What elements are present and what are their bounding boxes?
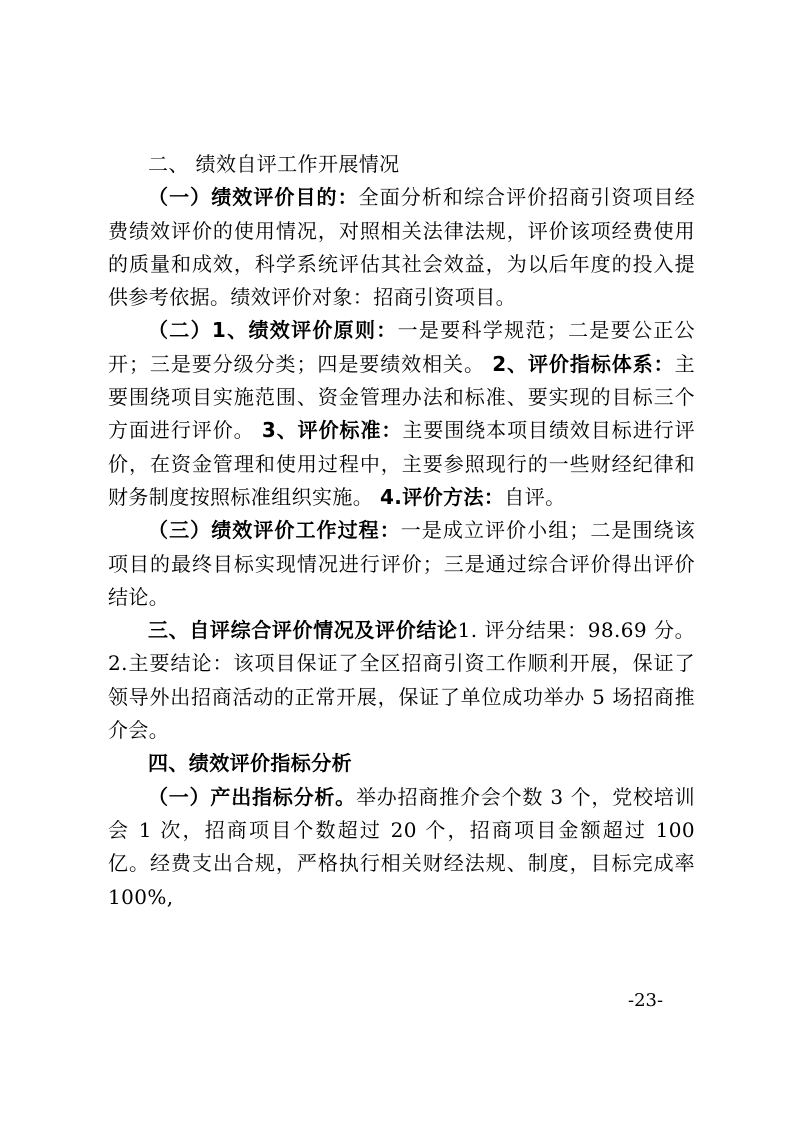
paragraph-process <box>108 514 695 614</box>
section-heading-4 <box>108 747 695 780</box>
text-method: 自评。 <box>504 484 566 509</box>
label-principles: （二）1、绩效评价原则： <box>148 318 398 343</box>
section-heading-4-text: 四、绩效评价指标分析 <box>148 751 352 776</box>
text-conclusion: 1. 评分结果：98.69 分。2.主要结论：该项目保证了全区招商引资工作顺利开展，保证了领导外出招商活动的正常开展，保证了单位成功举办 5 场招商推介会。 <box>108 618 696 743</box>
document-body <box>108 148 695 914</box>
label-standards: 3、评价标准： <box>261 418 403 443</box>
section-heading-3: 三、自评综合评价情况及评价结论 <box>148 618 458 643</box>
section-heading-2-text: 二、 绩效自评工作开展情况 <box>148 152 400 176</box>
text-standards: 主要围绕本项目绩效目标进行评价，在资金管理和使用过程中，主要参照现行的一些财经纪律和财务制度按照标准组织实施。 <box>108 418 695 509</box>
paragraph-principles <box>108 314 695 514</box>
label-process: （三）绩效评价工作过程： <box>148 518 401 543</box>
paragraph-output-indicators <box>108 781 695 914</box>
text-output-indicators: 举办招商推介会个数 3 个，党校培训会 1 次，招商项目个数超过 20 个，招商项目金额超过 100 亿。经费支出合规，严格执行相关财经法规、制度，目标完成率 100%, <box>108 784 695 909</box>
page-number: -23- <box>628 990 664 1011</box>
label-indicator-system: 2、评价指标体系： <box>492 351 675 376</box>
label-method: 4.评价方法： <box>379 484 505 509</box>
label-output-indicators: （一）产出指标分析。 <box>148 784 356 809</box>
label-purpose: （一）绩效评价目的： <box>148 185 359 210</box>
section-heading-2 <box>108 148 695 181</box>
paragraph-conclusion <box>108 614 695 747</box>
text-principles: 一是要科学规范；二是要公正公开；三是要分级分类；四是要绩效相关。 <box>108 318 695 376</box>
text-process: 一是成立评价小组；二是围绕该项目的最终目标实现情况进行评价；三是通过综合评价得出评价结论。 <box>108 518 695 609</box>
text-purpose: 全面分析和综合评价招商引资项目经费绩效评价的使用情况，对照相关法律法规，评价该项经费使用的质量和成效，科学系统评估其社会效益，为以后年度的投入提供参考依据。绩效评价对象：招商引资项目。 <box>108 185 695 310</box>
text-indicator-system: 主要围绕项目实施范围、资金管理办法和标准、要实现的目标三个方面进行评价。 <box>108 351 695 443</box>
paragraph-purpose <box>108 181 695 314</box>
